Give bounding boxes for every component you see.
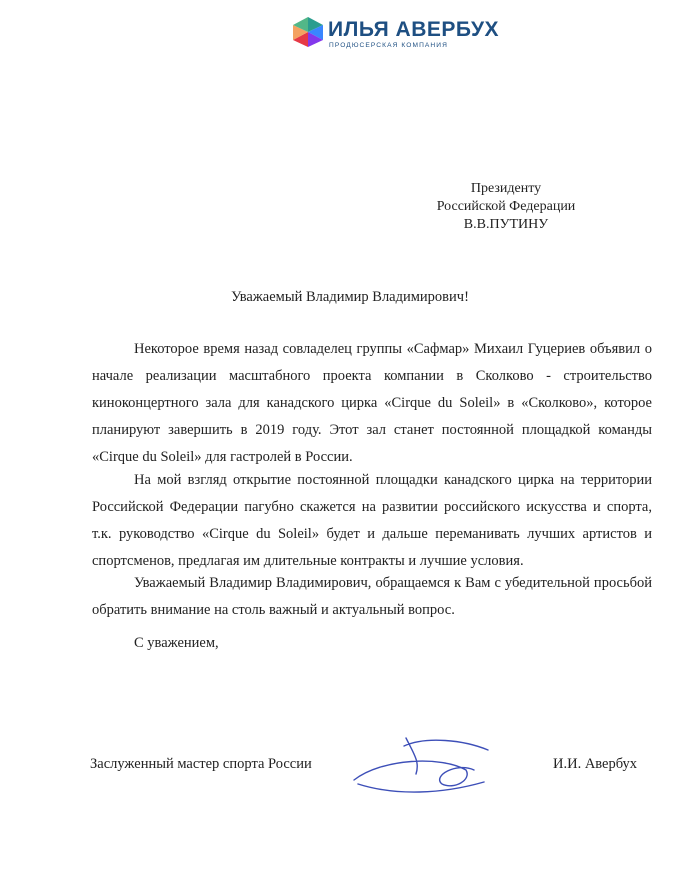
paragraph-2-text: На мой взгляд открытие постоянной площадки канадского цирка на территории Российской Федерации пагубно скажется на развитии российского искусства и спорта, т.к. руководство «Cirque du Soleil» будет и дальше переманивать лучших артистов и спортсменов, предлагая им длительные контракты и лучшие условия. (92, 472, 652, 569)
logo-subtitle: ПРОДЮСЕРСКАЯ КОМПАНИЯ (329, 42, 448, 49)
paragraph-3 (92, 570, 652, 624)
company-logo (292, 16, 500, 56)
logo-mark-icon (292, 16, 324, 48)
signer-name: И.И. Авербух (553, 756, 638, 772)
addressee-block (436, 180, 576, 234)
closing: С уважением, (134, 635, 219, 651)
addressee-line-3: В.В.ПУТИНУ (463, 217, 549, 232)
signer-title: Заслуженный мастер спорта России (90, 756, 312, 772)
paragraph-1-text: Некоторое время назад совладелец группы «Сафмар» Михаил Гуцериев объявил о начале реализации масштабного проекта компании в Сколково - строительство киноконцертного зала для канадского цирка «Cirque du Soleil» в «Сколково», которое планируют завершить в 2019 году. Этот зал станет постоянной площадкой команды «Cirque du Soleil» для гастролей в России. (92, 341, 652, 465)
paragraph-3-text: Уважаемый Владимир Владимирович, обращаемся к Вам с убедительной просьбой обратить внимание на столь важный и актуальный вопрос. (92, 575, 652, 618)
signature-image (346, 732, 496, 800)
addressee-line-1: Президенту (470, 181, 542, 196)
paragraph-1 (92, 336, 652, 471)
paragraph-2 (92, 467, 652, 575)
logo-title: ИЛЬЯ АВЕРБУХ (328, 18, 500, 41)
addressee-line-2: Российской Федерации (436, 199, 576, 214)
salutation: Уважаемый Владимир Владимирович! (231, 289, 469, 305)
